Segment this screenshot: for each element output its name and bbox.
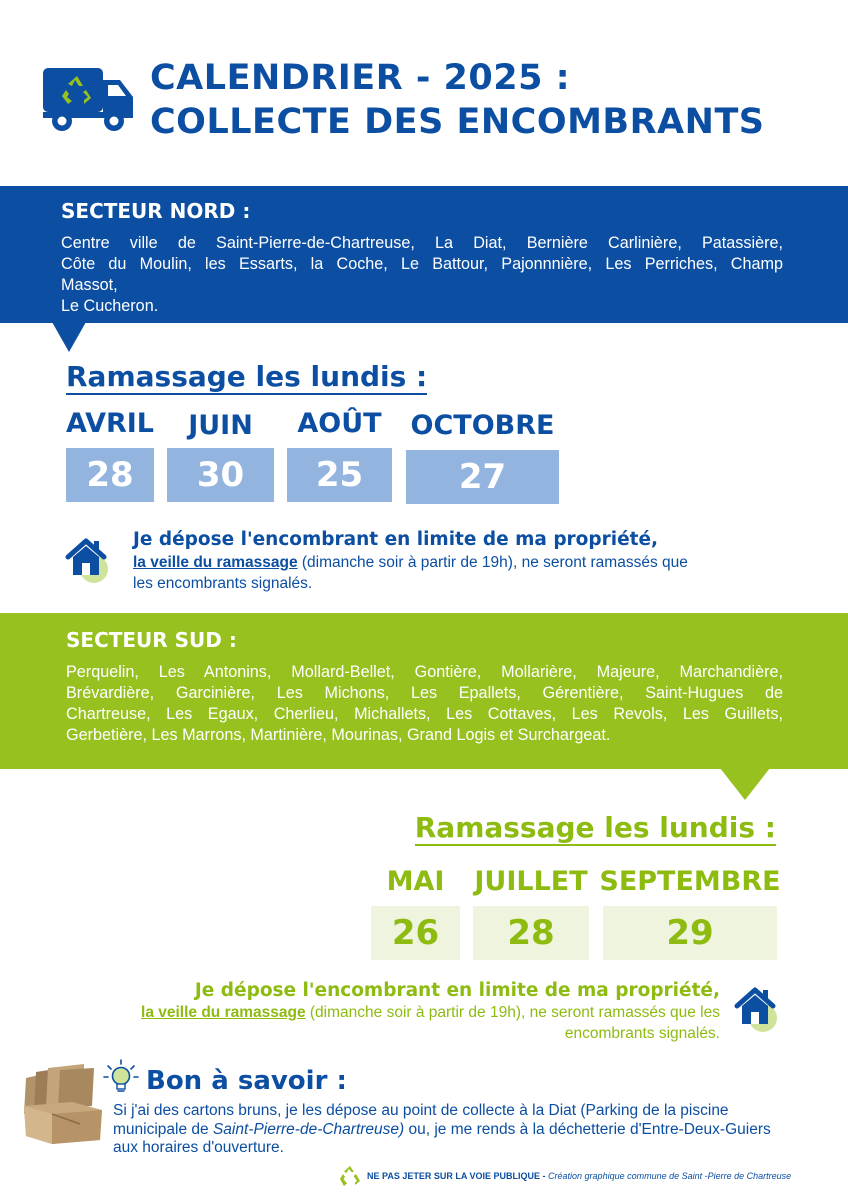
north-notice-underline: la veille du ramassage	[133, 554, 298, 571]
south-sector-title: SECTEUR SUD :	[66, 628, 237, 652]
south-areas-line-1: Perquelin, Les Antonins, Mollard-Bellet, Gontière, Mollarière, Majeure, Marchandière,	[66, 663, 783, 681]
south-sector-areas	[66, 662, 783, 746]
footer-bold: NE PAS JETER SUR LA VOIE PUBLIQUE -	[367, 1171, 546, 1181]
title-line-1: CALENDRIER - 2025 :	[150, 58, 571, 98]
south-areas-line-2: Brévardière, Garcinière, Les Michons, Les Epallets, Gérentière, Saint-Hugues de	[66, 684, 783, 702]
south-areas-line-4: Gerbetière, Les Marrons, Martinière, Mourinas, Grand Logis et Surchargeat.	[66, 726, 611, 744]
south-day-3: 29	[603, 906, 777, 960]
truck-recycle-icon	[40, 64, 136, 134]
north-month-3: AOÛT	[297, 408, 382, 439]
south-notice-underline: la veille du ramassage	[141, 1004, 306, 1021]
north-areas-line-2: Côte du Moulin, les Essarts, la Coche, Le Battour, Pajonnnière, Les Perriches, Champ	[61, 255, 783, 273]
title-line-2: COLLECTE DES ENCOMBRANTS	[150, 102, 765, 142]
footer-note	[367, 1171, 791, 1181]
cardboard-box-icon	[22, 1062, 104, 1146]
page-title	[150, 56, 765, 144]
north-month-1: AVRIL	[66, 408, 155, 439]
north-ramassage-heading	[66, 360, 427, 393]
good-to-know-line-2-italic: Saint-Pierre-de-Chartreuse)	[212, 1120, 405, 1138]
north-areas-line-4: Le Cucheron.	[61, 297, 159, 315]
north-month-2: JUIN	[188, 410, 253, 441]
good-to-know-line-2b: ou, je me rends à la déchetterie d'Entre-Deux-Guiers	[404, 1120, 771, 1138]
good-to-know-text	[113, 1102, 813, 1158]
recycle-icon	[338, 1164, 362, 1188]
north-notice-heading: Je dépose l'encombrant en limite de ma propriété,	[133, 529, 659, 550]
north-day-4: 27	[406, 450, 559, 504]
north-sector-title: SECTEUR NORD :	[61, 199, 251, 223]
house-icon	[64, 535, 110, 585]
south-month-2: JUILLET	[474, 866, 588, 897]
south-notice-heading: Je dépose l'encombrant en limite de ma propriété,	[194, 980, 720, 1001]
south-month-1: MAI	[386, 866, 445, 897]
north-day-1: 28	[66, 448, 154, 502]
good-to-know-title: Bon à savoir :	[146, 1066, 347, 1096]
south-notice-body	[60, 1002, 720, 1044]
north-areas-line-3: Massot,	[61, 276, 118, 294]
south-ramassage-heading	[415, 811, 776, 844]
north-sector-areas	[61, 233, 783, 317]
good-to-know-line-2	[113, 1121, 813, 1140]
lightbulb-icon	[102, 1058, 140, 1096]
good-to-know-line-1: Si j'ai des cartons bruns, je les dépose au point de collecte à la Diat (Parking de la piscine	[113, 1102, 729, 1119]
north-notice-line3: les encombrants signalés.	[133, 575, 313, 592]
south-notice-line3: encombrants signalés.	[564, 1025, 720, 1042]
north-day-3: 25	[287, 448, 392, 502]
south-day-2: 28	[473, 906, 589, 960]
north-month-4: OCTOBRE	[410, 410, 555, 441]
south-ramassage-label: Ramassage les lundis :	[414, 811, 776, 844]
south-pointer	[720, 768, 770, 800]
footer-italic: Création graphique commune de Saint -Pierre de Chartreuse	[545, 1171, 792, 1181]
north-areas-line-1: Centre ville de Saint-Pierre-de-Chartreuse, La Diat, Bernière Carlinière, Patassière,	[61, 234, 783, 252]
north-ramassage-label: Ramassage les lundis :	[66, 360, 428, 393]
north-day-2: 30	[167, 448, 274, 502]
south-notice-rest: (dimanche soir à partir de 19h), ne seront ramassés que les	[305, 1004, 720, 1021]
good-to-know-line-3: aux horaires d'ouverture.	[113, 1139, 284, 1156]
south-day-1: 26	[371, 906, 460, 960]
north-pointer	[52, 322, 86, 352]
south-month-3: SEPTEMBRE	[599, 866, 781, 897]
good-to-know-line-2a: municipale de	[113, 1120, 213, 1138]
north-notice-body	[133, 552, 783, 594]
south-areas-line-3: Chartreuse, Les Egaux, Cherlieu, Michallets, Les Cottaves, Les Revols, Les Guillets,	[66, 705, 783, 723]
north-notice-rest: (dimanche soir à partir de 19h), ne seront ramassés que	[297, 554, 688, 571]
house-icon-south	[733, 984, 779, 1034]
